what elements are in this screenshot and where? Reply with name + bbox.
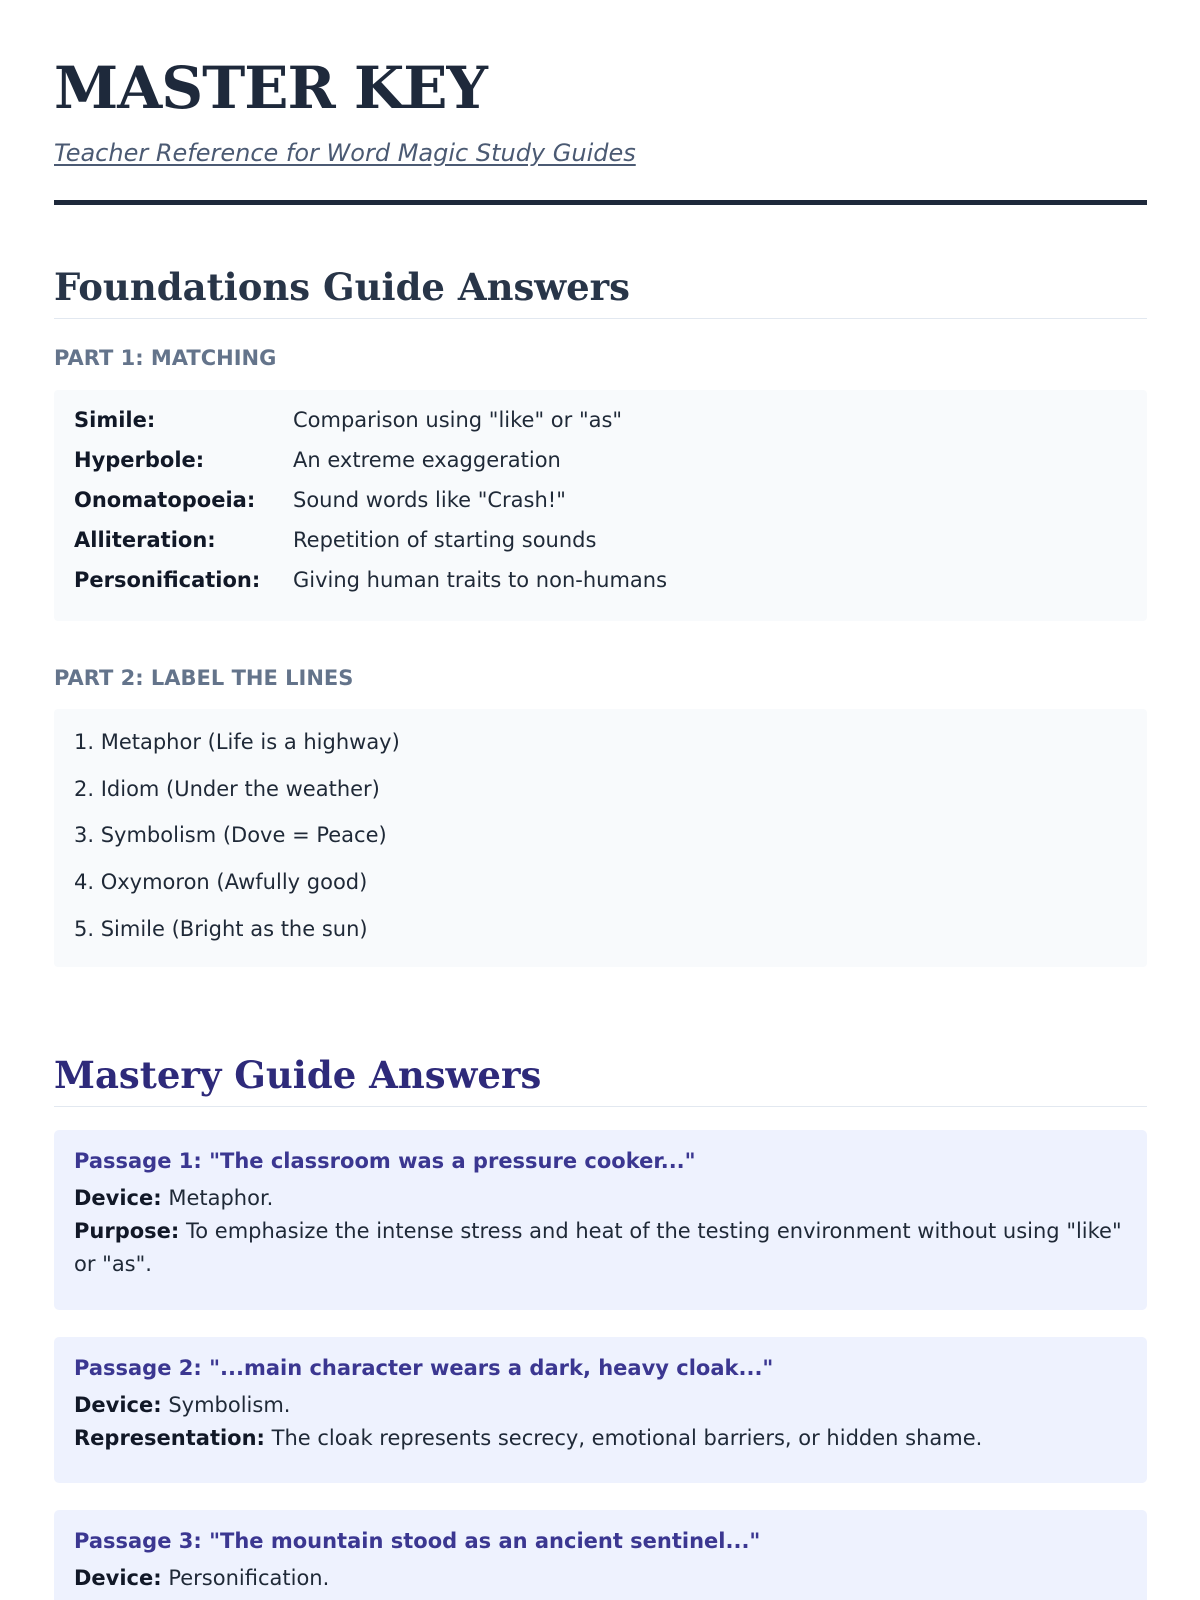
detail-text: Personification. — [161, 1566, 330, 1590]
matching-term: Alliteration: — [74, 528, 216, 552]
passage-detail — [74, 1562, 1127, 1595]
part2-heading: PART 2: LABEL THE LINES — [54, 666, 354, 690]
detail-text: The cloak represents secrecy, emotional barriers, or hidden shame. — [264, 1426, 983, 1450]
matching-row — [74, 560, 1127, 600]
detail-label: Representation: — [74, 1426, 265, 1450]
passage-detail — [74, 1389, 1127, 1422]
passage-title: Passage 2: "...main character wears a dark, heavy cloak..." — [74, 1356, 774, 1380]
label-line-answer: 1. Metaphor (Life is a highway) — [74, 730, 400, 755]
matching-definition: Repetition of starting sounds — [293, 528, 597, 552]
matching-row — [74, 400, 1127, 440]
title-divider — [54, 200, 1147, 205]
passage-answer-card — [54, 1510, 1147, 1600]
matching-row — [74, 480, 1127, 520]
matching-answers-box — [54, 390, 1147, 621]
detail-text: To emphasize the intense stress and heat of the testing environment without using "like" or "as". — [74, 1219, 1122, 1276]
matching-term: Hyperbole: — [74, 448, 205, 472]
foundations-section-title: Foundations Guide Answers — [54, 262, 1147, 319]
matching-term: Simile: — [74, 408, 156, 432]
detail-label: Device: — [74, 1566, 162, 1590]
label-lines-answers-box — [54, 709, 1147, 967]
label-line-answer: 2. Idiom (Under the weather) — [74, 776, 380, 801]
passage-answer-card — [54, 1130, 1147, 1310]
passage-title: Passage 1: "The classroom was a pressure cooker..." — [74, 1149, 696, 1173]
matching-definition: Sound words like "Crash!" — [293, 488, 566, 512]
page-subtitle: Teacher Reference for Word Magic Study Guides — [54, 139, 636, 167]
label-line-answer: 5. Simile (Bright as the sun) — [74, 916, 368, 941]
matching-definition: Giving human traits to non-humans — [293, 568, 668, 592]
part1-heading: PART 1: MATCHING — [54, 346, 277, 370]
passage-detail — [74, 1215, 1127, 1281]
detail-label: Purpose: — [74, 1219, 180, 1243]
detail-label: Device: — [74, 1393, 162, 1417]
passage-detail — [74, 1422, 1127, 1455]
matching-term: Personification: — [74, 568, 261, 592]
matching-row — [74, 520, 1127, 560]
detail-text: Metaphor. — [161, 1186, 274, 1210]
matching-definition: Comparison using "like" or "as" — [293, 408, 623, 432]
passage-title: Passage 3: "The mountain stood as an ancient sentinel..." — [74, 1529, 761, 1553]
matching-row — [74, 440, 1127, 480]
mastery-section-title: Mastery Guide Answers — [54, 1050, 1147, 1107]
detail-label: Device: — [74, 1186, 162, 1210]
label-line-answer: 3. Symbolism (Dove = Peace) — [74, 823, 387, 848]
page-title: MASTER KEY — [54, 54, 487, 122]
passage-answer-card — [54, 1337, 1147, 1483]
matching-term: Onomatopoeia: — [74, 488, 256, 512]
matching-definition: An extreme exaggeration — [293, 448, 561, 472]
label-line-answer: 4. Oxymoron (Awfully good) — [74, 870, 368, 895]
passage-detail — [74, 1182, 1127, 1215]
detail-text: Symbolism. — [161, 1393, 291, 1417]
